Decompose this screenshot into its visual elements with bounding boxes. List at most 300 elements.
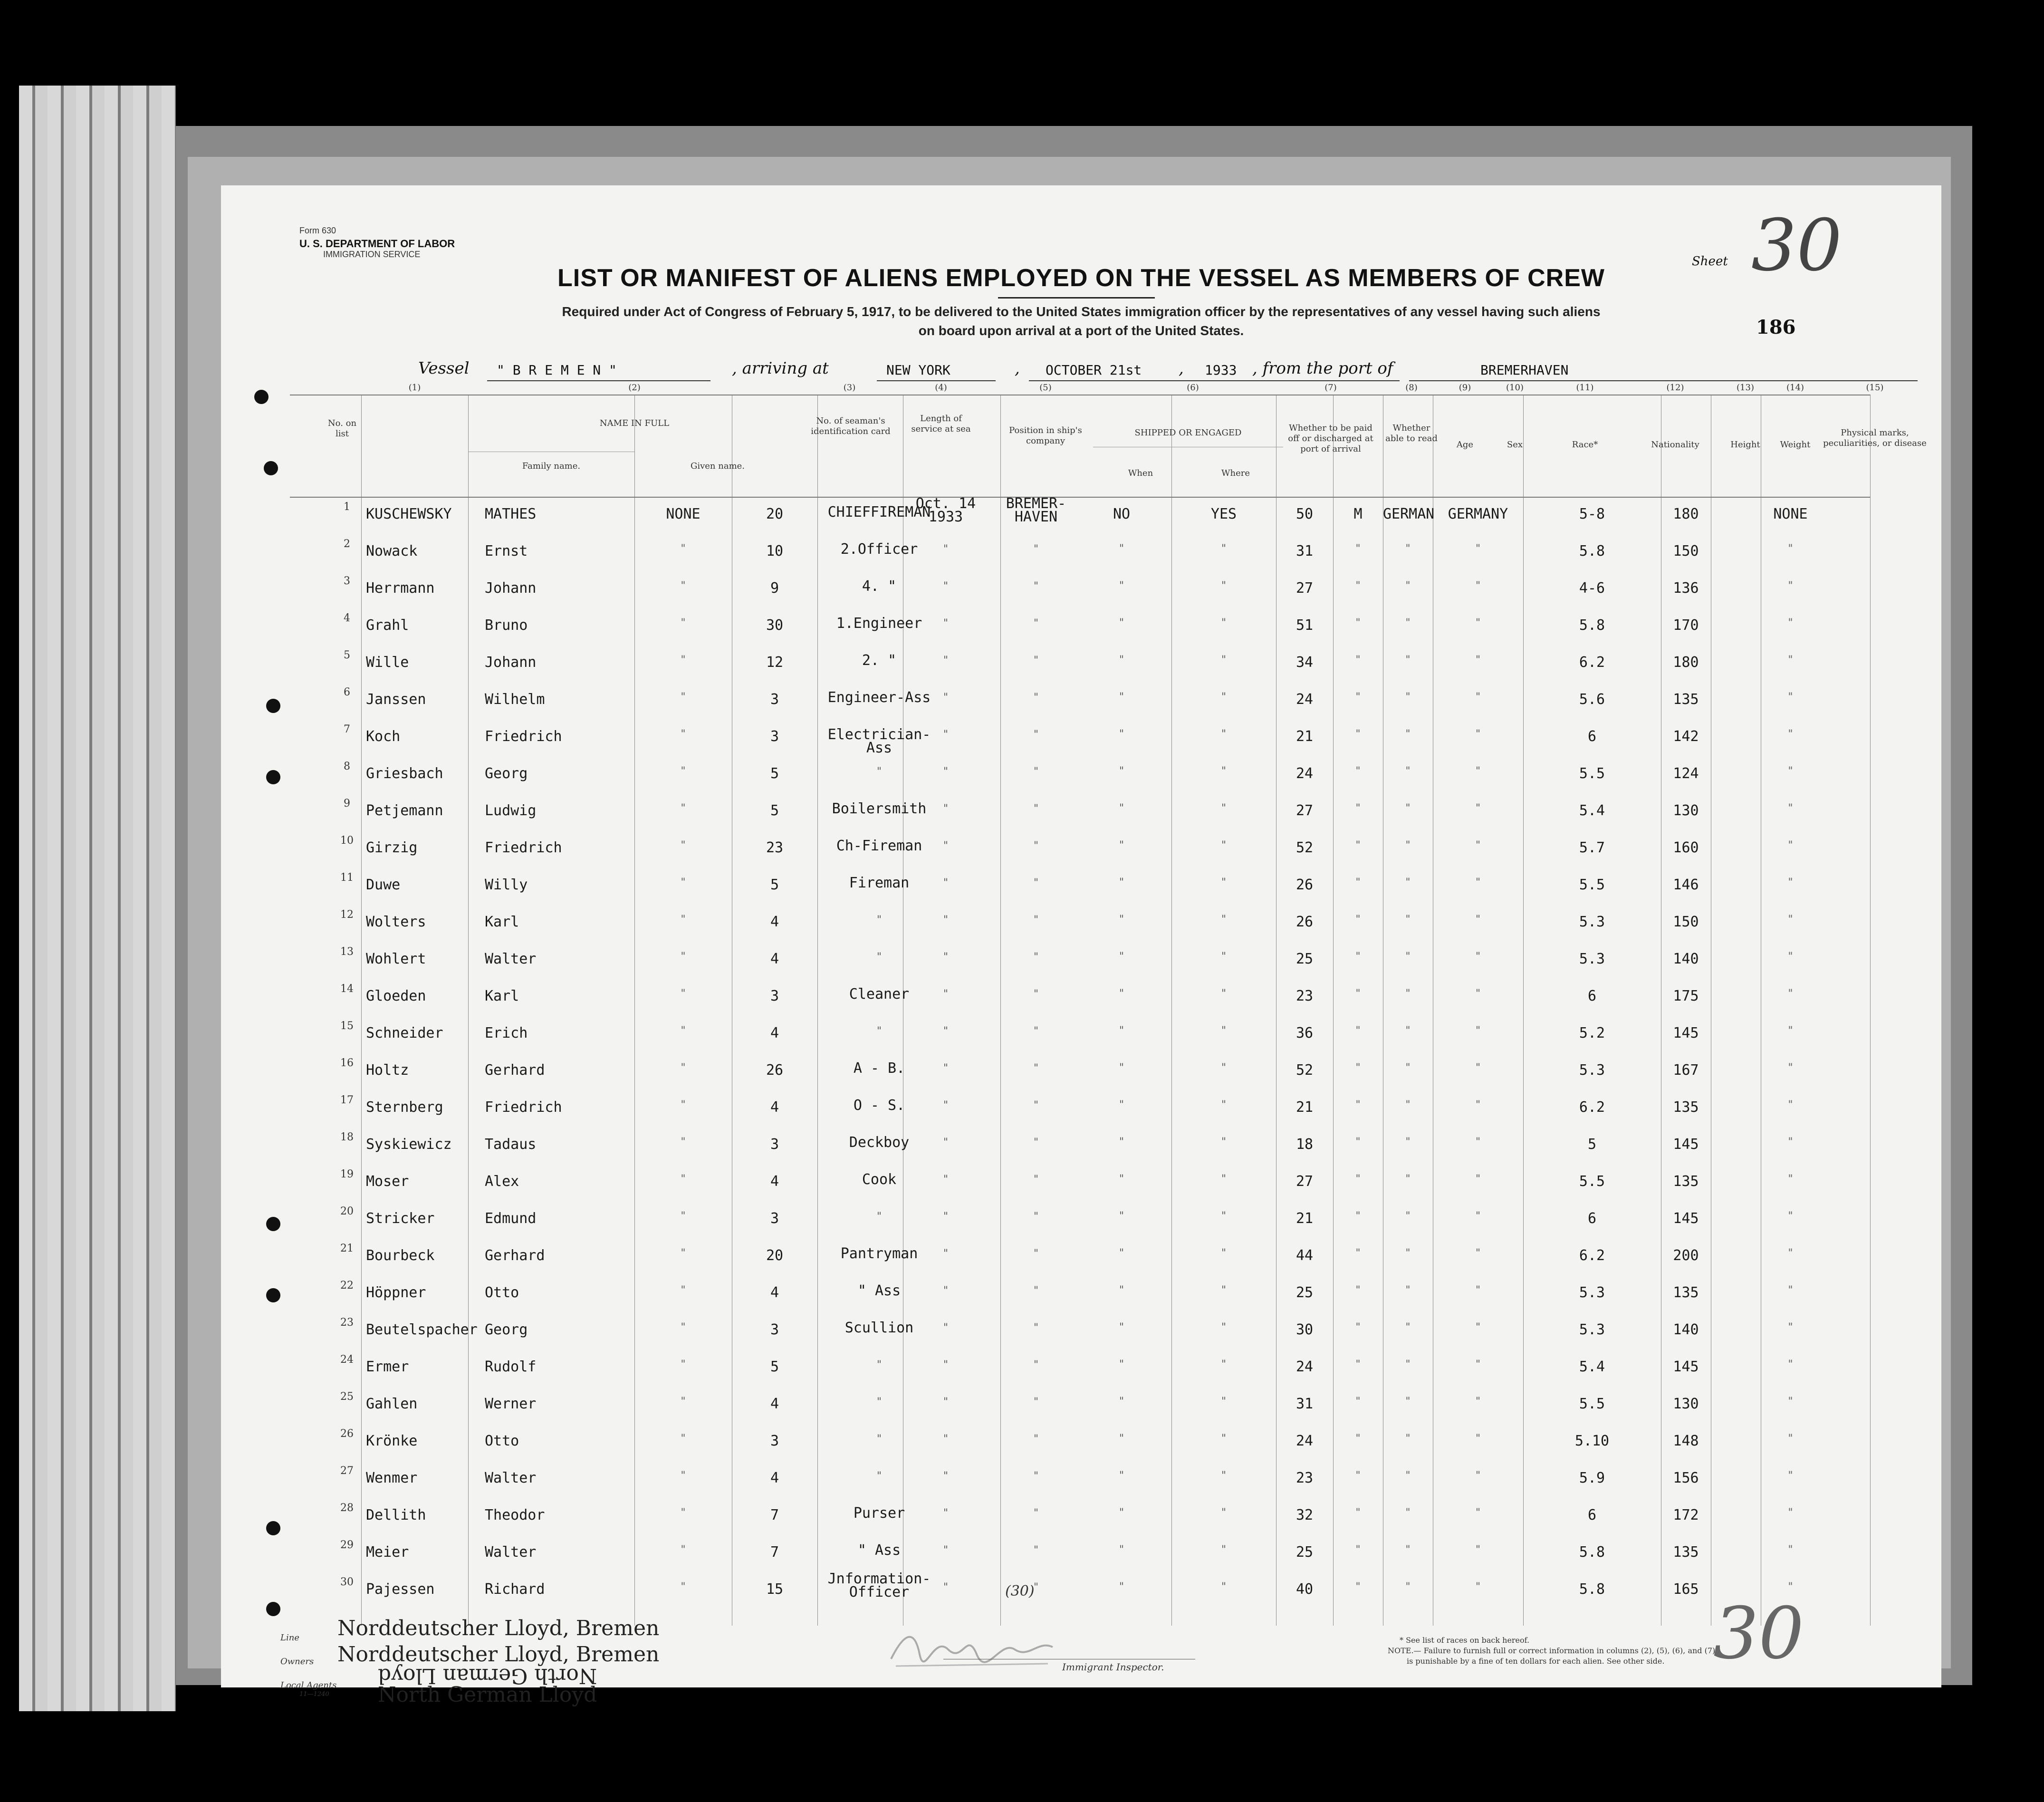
cell-paid: "	[1118, 1099, 1125, 1111]
cell-height: 5.5	[1579, 1173, 1605, 1190]
cell-sex: "	[1354, 1321, 1362, 1333]
agents-label: Local Agents	[280, 1680, 337, 1690]
cell-sex: "	[1354, 654, 1362, 666]
cell-given: Theodor	[485, 1507, 545, 1523]
cell-weight: 146	[1673, 877, 1699, 893]
cell-paid: "	[1118, 1025, 1125, 1037]
header-length: Length of service at sea	[911, 414, 971, 434]
table-row	[290, 1057, 1870, 1097]
header-family: Family name.	[522, 461, 581, 471]
cell-card: "	[680, 1470, 687, 1482]
cell-service: 5	[770, 765, 779, 782]
table-row	[290, 612, 1870, 652]
cell-paid: "	[1118, 802, 1125, 814]
cell-read: "	[1220, 1544, 1227, 1556]
cell-family: Meier	[366, 1544, 409, 1561]
cell-given: Walter	[485, 1544, 537, 1561]
cell-position: "	[876, 1359, 883, 1371]
cell-when: "	[942, 1025, 949, 1037]
cell-age: 26	[1295, 914, 1314, 930]
cell-race: "	[1404, 765, 1411, 777]
cell-family: Beutelspacher	[366, 1321, 478, 1338]
cell-nationality: "	[1475, 617, 1481, 629]
cell-where: "	[1033, 1062, 1039, 1074]
cell-height: 5.8	[1579, 1544, 1605, 1561]
cell-height: 5-8	[1579, 506, 1605, 522]
cell-weight: 135	[1673, 691, 1699, 708]
cell-height: 6.2	[1579, 654, 1605, 671]
cell-height: 5.10	[1574, 1433, 1610, 1449]
cell-card: "	[680, 543, 687, 555]
cell-position: 2.Officer	[840, 541, 918, 558]
cell-nationality: "	[1475, 802, 1481, 814]
cell-given: Karl	[485, 988, 519, 1004]
cell-no: 28	[340, 1502, 354, 1514]
cell-sex: "	[1354, 802, 1362, 814]
binder-hole	[266, 1288, 280, 1302]
cell-read: "	[1220, 802, 1227, 814]
table-row	[290, 909, 1870, 949]
cell-marks: "	[1787, 1321, 1794, 1333]
cell-family: Girzig	[366, 839, 418, 856]
cell-nationality: "	[1475, 951, 1481, 963]
cell-when: "	[942, 766, 949, 778]
cell-age: 27	[1295, 1173, 1314, 1190]
cell-read: "	[1220, 1025, 1227, 1037]
cell-family: Sternberg	[366, 1099, 443, 1116]
cell-card: "	[680, 1396, 687, 1407]
cell-no: 25	[340, 1391, 354, 1403]
cell-sex: "	[1354, 691, 1362, 703]
cell-read: "	[1220, 654, 1227, 666]
cell-race: "	[1404, 1581, 1411, 1593]
cell-where: "	[1033, 580, 1039, 592]
cell-read: "	[1220, 1136, 1227, 1148]
cell-family: Koch	[366, 728, 401, 745]
page-stamp: 186	[1756, 316, 1796, 338]
cell-nationality: "	[1475, 1210, 1481, 1222]
cell-card: "	[680, 1210, 687, 1222]
cell-given: Walter	[485, 951, 537, 967]
cell-where: "	[1033, 1211, 1039, 1223]
cell-nationality: "	[1475, 1136, 1481, 1148]
table-row	[290, 1205, 1870, 1245]
cell-given: Johann	[485, 654, 537, 671]
cell-paid: "	[1118, 765, 1125, 777]
cell-given: Tadaus	[485, 1136, 537, 1153]
cell-position: Cleaner	[849, 986, 910, 1002]
binder-hole	[266, 1521, 280, 1535]
title-underline	[998, 297, 1155, 299]
cell-where: "	[1033, 988, 1039, 1000]
cell-race: "	[1404, 802, 1411, 814]
table-row	[290, 1020, 1870, 1060]
binder-hole	[254, 390, 269, 404]
cell-read: "	[1220, 1396, 1227, 1407]
cell-no: 7	[344, 723, 350, 735]
cell-nationality: "	[1475, 691, 1481, 703]
table-row	[290, 1502, 1870, 1542]
arrival-port: NEW YORK	[886, 362, 950, 378]
cell-paid: "	[1118, 1396, 1125, 1407]
cell-card: "	[680, 914, 687, 925]
cell-sex: "	[1354, 1247, 1362, 1259]
cell-height: 5.5	[1579, 1396, 1605, 1412]
cell-card: "	[680, 654, 687, 666]
cell-sex: "	[1354, 617, 1362, 629]
cell-race: "	[1404, 1433, 1411, 1445]
cell-given: Ernst	[485, 543, 528, 559]
cell-given: Friedrich	[485, 728, 562, 745]
cell-nationality: "	[1475, 1470, 1481, 1482]
cell-paid: "	[1118, 1359, 1125, 1370]
cell-marks: "	[1787, 951, 1794, 963]
cell-read: "	[1220, 543, 1227, 555]
cell-where: "	[1033, 840, 1039, 852]
cell-service: 4	[770, 1173, 779, 1190]
cell-marks: "	[1787, 543, 1794, 555]
departure-port: BREMERHAVEN	[1480, 362, 1569, 378]
cell-family: Pajessen	[366, 1581, 435, 1598]
owners-stamp: Norddeutscher Lloyd, Bremen	[337, 1642, 660, 1667]
cell-card: "	[680, 1433, 687, 1445]
sheet-label: Sheet	[1692, 254, 1728, 269]
cell-paid: "	[1118, 1321, 1125, 1333]
cell-race: "	[1404, 654, 1411, 666]
cell-race: "	[1404, 1544, 1411, 1556]
cell-position: "	[876, 1470, 883, 1482]
cell-age: 24	[1295, 1359, 1314, 1375]
cell-when: "	[942, 1099, 949, 1111]
cell-age: 52	[1295, 839, 1314, 856]
cell-age: 24	[1295, 1433, 1314, 1449]
cell-weight: 140	[1673, 1321, 1699, 1338]
cell-race: "	[1404, 877, 1411, 888]
cell-no: 6	[344, 686, 350, 698]
cell-service: 3	[770, 1433, 779, 1449]
cell-family: Herrmann	[366, 580, 435, 597]
cell-sex: "	[1354, 728, 1362, 740]
cell-weight: 172	[1673, 1507, 1699, 1523]
header-physical: Physical marks, peculiarities, or disease	[1823, 428, 1927, 448]
cell-service: 4	[770, 1470, 779, 1486]
cell-no: 10	[340, 835, 354, 847]
cell-marks: "	[1787, 914, 1794, 925]
cell-weight: 136	[1673, 580, 1699, 597]
cell-card: "	[680, 1359, 687, 1370]
cell-weight: 150	[1673, 543, 1699, 559]
inspector-signature	[886, 1621, 1057, 1678]
cell-position: Purser	[853, 1505, 905, 1522]
cell-when: "	[942, 1433, 949, 1445]
cell-given: Bruno	[485, 617, 528, 634]
cell-when: "	[942, 692, 949, 703]
cell-nationality: "	[1475, 654, 1481, 666]
cell-nationality: "	[1475, 728, 1481, 740]
cell-age: 21	[1295, 728, 1314, 745]
cell-paid: "	[1118, 691, 1125, 703]
cell-given: Werner	[485, 1396, 537, 1412]
cell-height: 6	[1587, 1210, 1597, 1227]
cell-age: 21	[1295, 1210, 1314, 1227]
cell-read: "	[1220, 1247, 1227, 1259]
cell-race: "	[1404, 543, 1411, 555]
cell-service: 20	[766, 506, 784, 522]
from-port-label: , from the port of	[1252, 359, 1393, 378]
cell-weight: 135	[1673, 1284, 1699, 1301]
header-height: Height	[1730, 440, 1760, 450]
cell-race: "	[1404, 580, 1411, 592]
cell-position: "	[876, 914, 883, 926]
cell-race: "	[1404, 1470, 1411, 1482]
cell-where: "	[1033, 692, 1039, 703]
cell-when: "	[942, 1507, 949, 1519]
cell-family: Moser	[366, 1173, 409, 1190]
cell-sex: "	[1354, 1062, 1362, 1074]
cell-service: 3	[770, 728, 779, 745]
cell-position: A - B.	[853, 1060, 905, 1077]
cell-no: 2	[344, 538, 350, 550]
cell-paid: "	[1118, 543, 1125, 555]
cell-position: Fireman	[849, 875, 910, 891]
cell-family: Ermer	[366, 1359, 409, 1375]
cell-height: 5.6	[1579, 691, 1605, 708]
cell-service: 23	[766, 839, 784, 856]
cell-position: Electrician-Ass	[827, 726, 931, 756]
cell-paid: "	[1118, 1210, 1125, 1222]
cell-family: Gloeden	[366, 988, 426, 1004]
cell-race: "	[1404, 1173, 1411, 1185]
cell-read: "	[1220, 914, 1227, 925]
cell-when: "	[942, 617, 949, 629]
cell-where: "	[1033, 543, 1039, 555]
cell-family: Duwe	[366, 877, 401, 893]
cell-given: Friedrich	[485, 839, 562, 856]
cell-card: "	[680, 728, 687, 740]
cell-weight: 135	[1673, 1099, 1699, 1116]
cell-position: " Ass	[857, 1282, 901, 1299]
vessel-label: Vessel	[418, 359, 470, 378]
vessel-name: " B R E M E N "	[497, 362, 617, 378]
cell-given: Richard	[485, 1581, 545, 1598]
cell-where: "	[1033, 951, 1039, 963]
cell-family: Höppner	[366, 1284, 426, 1301]
cell-service: 9	[770, 580, 779, 597]
cell-no: 3	[344, 575, 350, 587]
cell-service: 3	[770, 988, 779, 1004]
cell-family: Stricker	[366, 1210, 435, 1227]
cell-height: 5.7	[1579, 839, 1605, 856]
cell-read: "	[1220, 1284, 1227, 1296]
cell-nationality: "	[1475, 1062, 1481, 1074]
cell-read: "	[1220, 1359, 1227, 1370]
cell-sex: "	[1354, 1173, 1362, 1185]
cell-when: "	[942, 580, 949, 592]
cell-when: "	[942, 1211, 949, 1223]
cell-race: "	[1404, 1396, 1411, 1407]
cell-height: 5.3	[1579, 1062, 1605, 1079]
cell-read: "	[1220, 1470, 1227, 1482]
cell-card: "	[680, 802, 687, 814]
cell-when: "	[942, 1285, 949, 1297]
cell-weight: 130	[1673, 1396, 1699, 1412]
cell-given: Otto	[485, 1433, 519, 1449]
cell-when: "	[942, 988, 949, 1000]
cell-given: Ludwig	[485, 802, 537, 819]
cell-age: 51	[1295, 617, 1314, 634]
cell-service: 20	[766, 1247, 784, 1264]
arrival-date: OCTOBER 21st	[1046, 362, 1142, 378]
cell-height: 6	[1587, 988, 1597, 1004]
table-row	[290, 946, 1870, 986]
cell-card: NONE	[666, 506, 701, 522]
header-race: Race*	[1572, 440, 1598, 450]
cell-height: 6.2	[1579, 1247, 1605, 1264]
cell-position: 4. "	[862, 578, 897, 595]
total-count: (30)	[1005, 1583, 1035, 1600]
binder-hole	[266, 770, 280, 784]
cell-paid: "	[1118, 1581, 1125, 1593]
cell-given: Georg	[485, 1321, 528, 1338]
cell-marks: "	[1787, 1136, 1794, 1148]
cell-weight: 135	[1673, 1544, 1699, 1561]
cell-no: 11	[340, 872, 354, 884]
cell-paid: "	[1118, 1433, 1125, 1445]
cell-paid: "	[1118, 1284, 1125, 1296]
table-row	[290, 538, 1870, 578]
cell-nationality: "	[1475, 1025, 1481, 1037]
cell-card: "	[680, 617, 687, 629]
cell-family: Wohlert	[366, 951, 426, 967]
cell-height: 4-6	[1579, 580, 1605, 597]
cell-nationality: "	[1475, 1099, 1481, 1111]
cell-paid: "	[1118, 877, 1125, 888]
cell-sex: "	[1354, 1396, 1362, 1407]
cell-no: 1	[344, 501, 350, 513]
races-note: * See list of races on back hereof.	[1400, 1636, 1530, 1645]
cell-paid: "	[1118, 654, 1125, 666]
cell-read: "	[1220, 988, 1227, 1000]
cell-age: 26	[1295, 877, 1314, 893]
cell-nationality: "	[1475, 1247, 1481, 1259]
cell-read: "	[1220, 580, 1227, 592]
cell-paid: "	[1118, 728, 1125, 740]
cell-height: 5.4	[1579, 802, 1605, 819]
table-row	[290, 1245, 1870, 1282]
cell-paid: "	[1118, 988, 1125, 1000]
cell-service: 4	[770, 1284, 779, 1301]
cell-nationality: "	[1475, 1544, 1481, 1556]
cell-marks: "	[1787, 728, 1794, 740]
cell-age: 50	[1295, 506, 1314, 522]
cell-position: "	[876, 951, 883, 963]
cell-weight: 156	[1673, 1470, 1699, 1486]
cell-height: 5.2	[1579, 1025, 1605, 1041]
table-row	[290, 1317, 1870, 1357]
header-read: Whether able to read	[1385, 423, 1438, 443]
cell-weight: 160	[1673, 839, 1699, 856]
cell-no: 17	[340, 1094, 354, 1106]
cell-read: "	[1220, 839, 1227, 851]
cell-age: 31	[1295, 543, 1314, 559]
header-age: Age	[1456, 440, 1474, 450]
header-paid-off: Whether to be paid off or discharged at port of arrival	[1288, 423, 1373, 454]
cell-age: 18	[1295, 1136, 1314, 1153]
cell-marks: "	[1787, 654, 1794, 666]
service-name: IMMIGRATION SERVICE	[323, 250, 421, 259]
cell-no: 23	[340, 1317, 354, 1329]
cell-given: Edmund	[485, 1210, 537, 1227]
cell-service: 7	[770, 1544, 779, 1561]
cell-nationality: "	[1475, 1581, 1481, 1593]
cell-sex: "	[1354, 1099, 1362, 1111]
cell-service: 4	[770, 1396, 779, 1412]
cell-race: "	[1404, 1247, 1411, 1259]
cell-weight: 200	[1673, 1247, 1699, 1264]
cell-sex: "	[1354, 1470, 1362, 1482]
cell-service: 3	[770, 691, 779, 708]
cell-card: "	[680, 1321, 687, 1333]
cell-where: "	[1033, 1248, 1039, 1260]
document-title: LIST OR MANIFEST OF ALIENS EMPLOYED ON THE VESSEL AS MEMBERS OF CREW	[557, 264, 1605, 292]
cell-sex: "	[1354, 877, 1362, 888]
cell-race: "	[1404, 839, 1411, 851]
cell-height: 5	[1587, 1136, 1597, 1153]
cell-family: Holtz	[366, 1062, 409, 1079]
cell-weight: 175	[1673, 988, 1699, 1004]
cell-race: "	[1404, 1025, 1411, 1037]
cell-no: 24	[340, 1354, 354, 1366]
cell-marks: "	[1787, 1025, 1794, 1037]
cell-service: 4	[770, 1099, 779, 1116]
cell-when: "	[942, 877, 949, 889]
header-position: Position in ship's company	[1009, 425, 1082, 446]
cell-card: "	[680, 1099, 687, 1111]
cell-when: "	[942, 1174, 949, 1185]
cell-card: "	[680, 1284, 687, 1296]
cell-paid: "	[1118, 951, 1125, 963]
cell-no: 18	[340, 1131, 354, 1143]
cell-height: 5.3	[1579, 1321, 1605, 1338]
cell-no: 4	[344, 612, 350, 624]
agents-stamp-inverted: North German Lloyd	[378, 1664, 597, 1688]
cell-service: 3	[770, 1136, 779, 1153]
table-row	[290, 983, 1870, 1023]
cell-family: Wenmer	[366, 1470, 418, 1486]
cell-height: 5.4	[1579, 1359, 1605, 1375]
cell-card: "	[680, 1062, 687, 1074]
cell-given: Gerhard	[485, 1062, 545, 1079]
cell-when: "	[942, 1322, 949, 1334]
cell-position: " Ass	[857, 1542, 901, 1559]
table-row	[290, 1094, 1870, 1134]
cell-nationality: GERMANY	[1448, 506, 1508, 522]
cell-paid: "	[1118, 1136, 1125, 1148]
cell-marks: "	[1787, 1470, 1794, 1482]
cell-race: "	[1404, 914, 1411, 925]
cell-race: GERMAN	[1383, 506, 1435, 522]
cell-nationality: "	[1475, 877, 1481, 888]
cell-when: Oct. 14 1933	[915, 495, 976, 525]
binder-hole	[266, 1602, 280, 1616]
binder-hole	[266, 1217, 280, 1231]
cell-race: "	[1404, 1062, 1411, 1074]
cell-height: 5.3	[1579, 1284, 1605, 1301]
cell-where: "	[1033, 1322, 1039, 1334]
cell-age: 27	[1295, 580, 1314, 597]
cell-card: "	[680, 691, 687, 703]
cell-family: Dellith	[366, 1507, 426, 1523]
